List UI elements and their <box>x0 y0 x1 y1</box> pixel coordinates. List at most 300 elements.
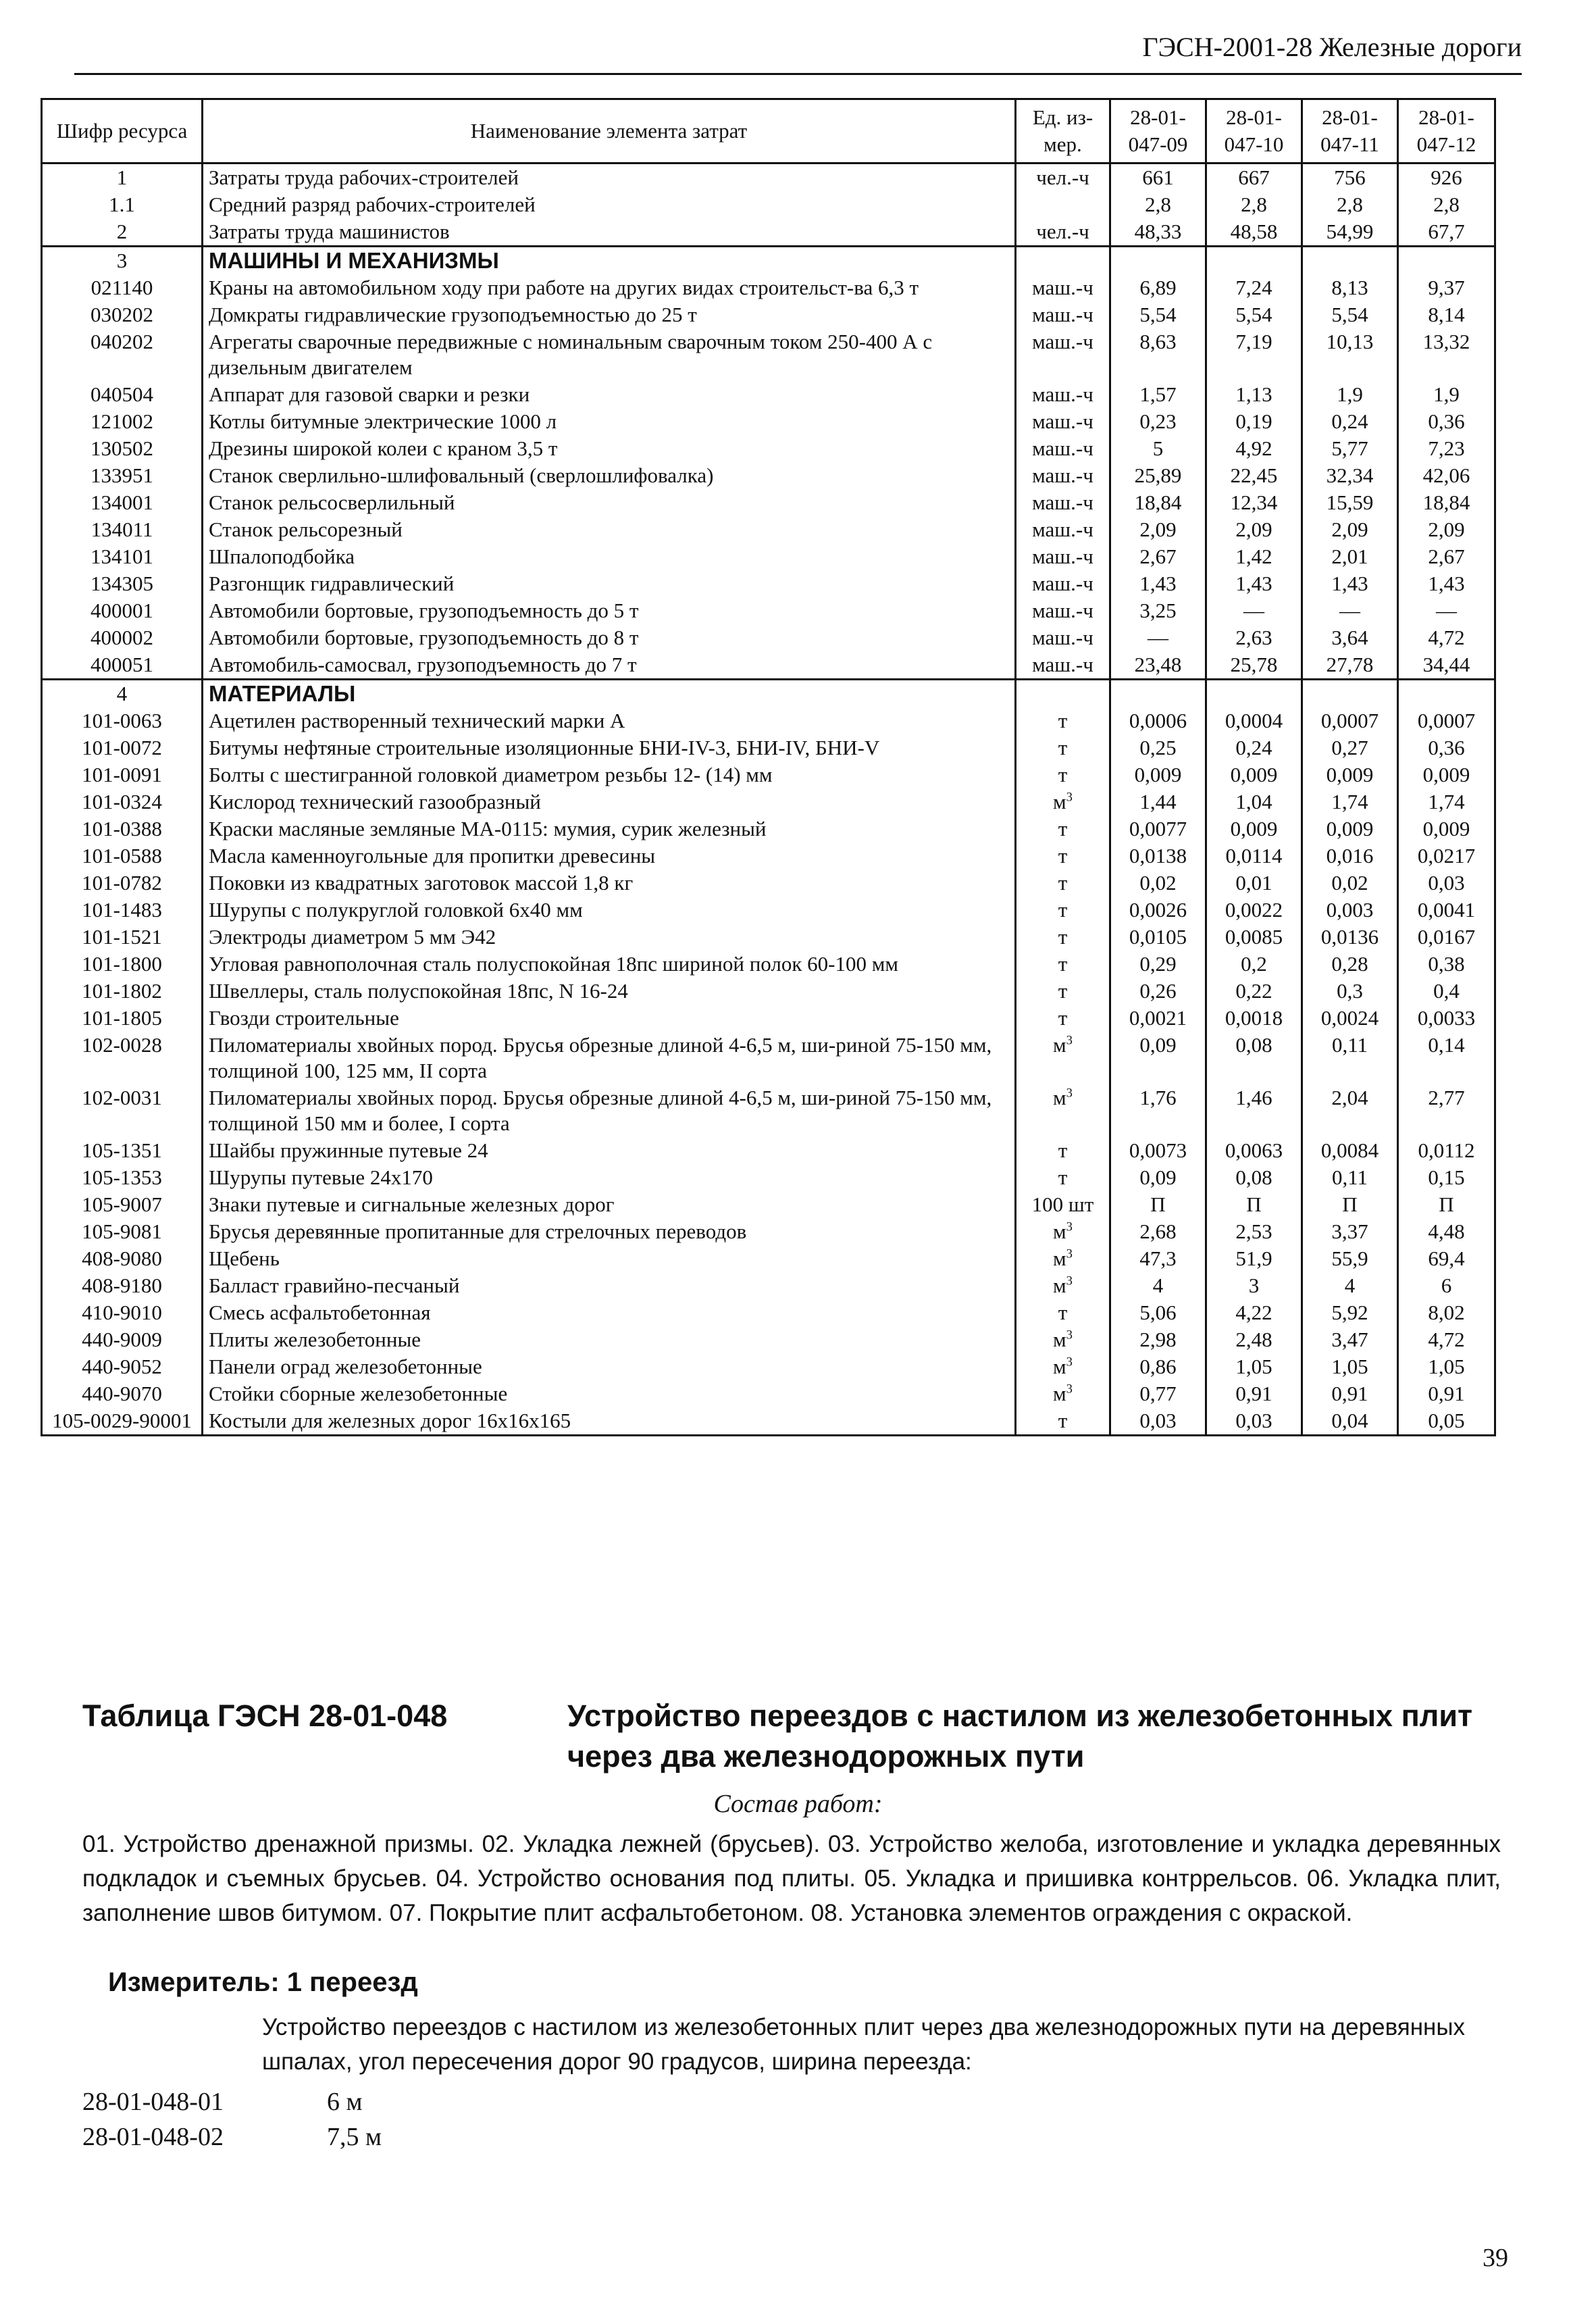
unit-label: т <box>1058 763 1068 786</box>
value-cell: 13,32 <box>1398 328 1495 381</box>
value-cell: 42,06 <box>1398 462 1495 489</box>
unit-label: маш.-ч <box>1032 572 1093 595</box>
unit-cell <box>1016 1137 1110 1164</box>
table-row <box>42 951 1495 978</box>
value-cell: 67,7 <box>1398 218 1495 247</box>
table-row <box>42 1380 1495 1407</box>
value-cell: 2,09 <box>1398 516 1495 543</box>
section-title: МАТЕРИАЛЫ <box>203 680 1016 708</box>
table-row <box>42 1272 1495 1299</box>
resource-name: Пиломатериалы хвойных пород. Брусья обрезные длиной 4-6,5 м, ши-риной 75-150 мм, толщиной 100, 125 мм, II сорта <box>203 1032 1016 1084</box>
value-cell: 1,74 <box>1398 788 1495 815</box>
value-cell: 8,63 <box>1110 328 1206 381</box>
resource-code: 1.1 <box>42 191 203 218</box>
unit-cell <box>1016 1380 1110 1407</box>
unit-cell <box>1016 897 1110 924</box>
unit-cell <box>1016 1353 1110 1380</box>
value-cell: 0,009 <box>1206 815 1302 842</box>
unit-label: маш.-ч <box>1032 626 1093 649</box>
value-cell <box>1398 680 1495 708</box>
section-row <box>42 680 1495 708</box>
value-cell: 0,0004 <box>1206 707 1302 734</box>
resource-name: Плиты железобетонные <box>203 1326 1016 1353</box>
value-cell: 0,04 <box>1302 1407 1398 1436</box>
value-cell: 0,28 <box>1302 951 1398 978</box>
section-row <box>42 247 1495 275</box>
value-cell: 0,09 <box>1110 1164 1206 1191</box>
value-cell: 4 <box>1302 1272 1398 1299</box>
value-cell <box>1302 680 1398 708</box>
unit-label: м <box>1053 1355 1066 1378</box>
resource-name: Электроды диаметром 5 мм Э42 <box>203 924 1016 951</box>
unit-cell <box>1016 815 1110 842</box>
unit-label: маш.-ч <box>1032 303 1093 326</box>
value-cell: — <box>1110 624 1206 651</box>
value-cell: П <box>1398 1191 1495 1218</box>
unit-cell <box>1016 1407 1110 1436</box>
value-cell: 55,9 <box>1302 1245 1398 1272</box>
resource-name: Дрезины широкой колеи с краном 3,5 т <box>203 435 1016 462</box>
value-cell: 34,44 <box>1398 651 1495 680</box>
resource-code: 102-0028 <box>42 1032 203 1084</box>
value-cell: 0,02 <box>1110 870 1206 897</box>
table-body <box>42 164 1495 1436</box>
value-cell: 1,43 <box>1302 570 1398 597</box>
value-cell: 5,54 <box>1302 301 1398 328</box>
table-row <box>42 1218 1495 1245</box>
resource-code: 105-1351 <box>42 1137 203 1164</box>
table-label: Таблица ГЭСН 28-01-048 <box>82 1699 448 1733</box>
value-cell: 0,0114 <box>1206 842 1302 870</box>
value-cell: 1,04 <box>1206 788 1302 815</box>
table-row <box>42 1137 1495 1164</box>
value-cell: 2,8 <box>1206 191 1302 218</box>
table-row <box>42 570 1495 597</box>
table-row <box>42 435 1495 462</box>
unit-cell <box>1016 381 1110 408</box>
composition-heading: Состав работ: <box>713 1790 883 1818</box>
value-cell: 0,77 <box>1110 1380 1206 1407</box>
value-cell: — <box>1302 597 1398 624</box>
resource-code: 400001 <box>42 597 203 624</box>
unit-label: маш.-ч <box>1032 330 1093 353</box>
value-cell: 0,0136 <box>1302 924 1398 951</box>
resource-name: Балласт гравийно-песчаный <box>203 1272 1016 1299</box>
resource-name: Кислород технический газообразный <box>203 788 1016 815</box>
unit-label: маш.-ч <box>1032 463 1093 487</box>
resource-name: Ацетилен растворенный технический марки А <box>203 707 1016 734</box>
unit-cell <box>1016 1164 1110 1191</box>
value-cell: 0,0073 <box>1110 1137 1206 1164</box>
value-cell: 0,0022 <box>1206 897 1302 924</box>
unit-cell <box>1016 489 1110 516</box>
value-cell: — <box>1398 597 1495 624</box>
table-row <box>42 489 1495 516</box>
resource-name: Станок рельсосверлильный <box>203 489 1016 516</box>
table-row <box>42 274 1495 301</box>
resource-code: 400051 <box>42 651 203 680</box>
variant-code: 28-01-048-02 <box>82 2123 224 2151</box>
value-cell: 1,9 <box>1302 381 1398 408</box>
value-cell: 7,24 <box>1206 274 1302 301</box>
resource-code: 4 <box>42 680 203 708</box>
unit-cell <box>1016 924 1110 951</box>
unit-label: чел.-ч <box>1036 166 1089 189</box>
unit-cell <box>1016 597 1110 624</box>
value-cell: 3 <box>1206 1272 1302 1299</box>
value-cell: 0,22 <box>1206 978 1302 1005</box>
unit-label: маш.-ч <box>1032 653 1093 676</box>
value-cell: 25,89 <box>1110 462 1206 489</box>
unit-exponent: 3 <box>1066 1382 1073 1397</box>
resource-code: 101-1802 <box>42 978 203 1005</box>
unit-cell <box>1016 734 1110 761</box>
value-cell: 1,05 <box>1302 1353 1398 1380</box>
value-cell: 667 <box>1206 164 1302 192</box>
value-cell: 0,91 <box>1302 1380 1398 1407</box>
resource-name: Краски масляные земляные МА-0115: мумия, сурик железный <box>203 815 1016 842</box>
unit-label: т <box>1058 1006 1068 1030</box>
table-row <box>42 328 1495 381</box>
resource-cost-table <box>41 98 1496 1436</box>
value-cell: 7,23 <box>1398 435 1495 462</box>
value-cell: 0,11 <box>1302 1032 1398 1084</box>
unit-label: м <box>1053 1033 1066 1057</box>
value-cell: 661 <box>1110 164 1206 192</box>
unit-exponent: 3 <box>1066 1247 1073 1261</box>
value-cell: 0,003 <box>1302 897 1398 924</box>
resource-code: 101-0782 <box>42 870 203 897</box>
value-cell: 4,72 <box>1398 624 1495 651</box>
variant-code: 28-01-048-01 <box>82 2088 224 2116</box>
value-cell: П <box>1110 1191 1206 1218</box>
value-cell: 0,0063 <box>1206 1137 1302 1164</box>
unit-label: м <box>1053 790 1066 813</box>
section-title: МАШИНЫ И МЕХАНИЗМЫ <box>203 247 1016 275</box>
value-cell: 2,8 <box>1302 191 1398 218</box>
resource-code: 440-9009 <box>42 1326 203 1353</box>
unit-cell <box>1016 191 1110 218</box>
value-cell: 0,08 <box>1206 1164 1302 1191</box>
value-cell: 0,0007 <box>1302 707 1398 734</box>
resource-code: 134101 <box>42 543 203 570</box>
unit-cell <box>1016 870 1110 897</box>
value-cell: 1,13 <box>1206 381 1302 408</box>
resource-code: 134305 <box>42 570 203 597</box>
table-row <box>42 978 1495 1005</box>
table-row <box>42 1299 1495 1326</box>
value-cell: 2,8 <box>1110 191 1206 218</box>
value-cell: 0,36 <box>1398 734 1495 761</box>
value-cell: 0,0138 <box>1110 842 1206 870</box>
value-cell: 2,98 <box>1110 1326 1206 1353</box>
value-cell: 0,23 <box>1110 408 1206 435</box>
table-row <box>42 761 1495 788</box>
unit-cell <box>1016 516 1110 543</box>
resource-name: Панели оград железобетонные <box>203 1353 1016 1380</box>
unit-label: т <box>1058 1409 1068 1432</box>
resource-name: Домкраты гидравлические грузоподъемностью до 25 т <box>203 301 1016 328</box>
value-cell: П <box>1302 1191 1398 1218</box>
value-cell: 1,42 <box>1206 543 1302 570</box>
value-cell: 6 <box>1398 1272 1495 1299</box>
value-cell: 51,9 <box>1206 1245 1302 1272</box>
value-cell: 0,016 <box>1302 842 1398 870</box>
value-cell: 2,09 <box>1302 516 1398 543</box>
resource-name: Смесь асфальтобетонная <box>203 1299 1016 1326</box>
resource-code: 040202 <box>42 328 203 381</box>
unit-cell <box>1016 680 1110 708</box>
value-cell: 3,25 <box>1110 597 1206 624</box>
unit-label: 100 шт <box>1031 1192 1094 1216</box>
unit-label: т <box>1058 1165 1068 1189</box>
resource-name: Шурупы путевые 24х170 <box>203 1164 1016 1191</box>
unit-cell <box>1016 1084 1110 1137</box>
table-row <box>42 516 1495 543</box>
table-row <box>42 734 1495 761</box>
resource-code: 134001 <box>42 489 203 516</box>
value-cell: 6,89 <box>1110 274 1206 301</box>
table-row <box>42 191 1495 218</box>
value-cell: 48,58 <box>1206 218 1302 247</box>
unit-exponent: 3 <box>1066 1033 1073 1048</box>
unit-label: т <box>1058 871 1068 895</box>
value-cell: 8,13 <box>1302 274 1398 301</box>
value-cell: 3,64 <box>1302 624 1398 651</box>
value-cell: 0,009 <box>1302 761 1398 788</box>
resource-code: 040504 <box>42 381 203 408</box>
unit-label: т <box>1058 1138 1068 1162</box>
header-col-4: 28-01-047-12 <box>1398 99 1495 164</box>
value-cell: 4,92 <box>1206 435 1302 462</box>
resource-code: 101-0324 <box>42 788 203 815</box>
table-row <box>42 624 1495 651</box>
unit-cell <box>1016 218 1110 247</box>
resource-name: Шпалоподбойка <box>203 543 1016 570</box>
resource-name: Гвозди строительные <box>203 1005 1016 1032</box>
table-row <box>42 707 1495 734</box>
unit-label: маш.-ч <box>1032 436 1093 460</box>
value-cell: 0,0033 <box>1398 1005 1495 1032</box>
value-cell: 4,48 <box>1398 1218 1495 1245</box>
resource-name: Угловая равнополочная сталь полуспокойная 18пс шириной полок 60-100 мм <box>203 951 1016 978</box>
table-row <box>42 897 1495 924</box>
unit-label: м <box>1053 1219 1066 1243</box>
header-code: Шифр ресурса <box>42 99 203 164</box>
value-cell: 1,43 <box>1110 570 1206 597</box>
value-cell: 0,05 <box>1398 1407 1495 1436</box>
value-cell: 5,92 <box>1302 1299 1398 1326</box>
unit-cell <box>1016 624 1110 651</box>
value-cell: 2,8 <box>1398 191 1495 218</box>
unit-cell <box>1016 301 1110 328</box>
value-cell: 5,77 <box>1302 435 1398 462</box>
resource-code: 105-9081 <box>42 1218 203 1245</box>
unit-exponent: 3 <box>1066 1219 1073 1234</box>
table-row <box>42 164 1495 192</box>
unit-exponent: 3 <box>1066 1328 1073 1342</box>
value-cell: 18,84 <box>1398 489 1495 516</box>
value-cell: 2,01 <box>1302 543 1398 570</box>
unit-cell <box>1016 1326 1110 1353</box>
table-row <box>42 1407 1495 1436</box>
value-cell: 0,0167 <box>1398 924 1495 951</box>
resource-code: 101-1800 <box>42 951 203 978</box>
resource-name: Щебень <box>203 1245 1016 1272</box>
value-cell: 1,43 <box>1398 570 1495 597</box>
unit-cell <box>1016 1272 1110 1299</box>
value-cell: 756 <box>1302 164 1398 192</box>
value-cell: 0,0018 <box>1206 1005 1302 1032</box>
table-row <box>42 462 1495 489</box>
work-description: Устройство переездов с настилом из железобетонных плит через два железнодорожных пути на деревянных шпалах, угол пересечения дорог 90 градусов, ширина переезда: <box>262 2014 1466 2075</box>
resource-name: Автомобили бортовые, грузоподъемность до 5 т <box>203 597 1016 624</box>
value-cell: 4,22 <box>1206 1299 1302 1326</box>
unit-label: м <box>1053 1274 1066 1297</box>
resource-code: 105-9007 <box>42 1191 203 1218</box>
resource-code: 101-0388 <box>42 815 203 842</box>
header-col-2: 28-01-047-10 <box>1206 99 1302 164</box>
value-cell: 5,06 <box>1110 1299 1206 1326</box>
value-cell: 0,0085 <box>1206 924 1302 951</box>
value-cell: 69,4 <box>1398 1245 1495 1272</box>
table-row <box>42 651 1495 680</box>
unit-exponent: 3 <box>1066 1274 1073 1288</box>
resource-name: Станок рельсорезный <box>203 516 1016 543</box>
unit-label: маш.-ч <box>1032 491 1093 514</box>
resource-code: 410-9010 <box>42 1299 203 1326</box>
unit-cell <box>1016 1299 1110 1326</box>
unit-cell <box>1016 1032 1110 1084</box>
resource-code: 408-9080 <box>42 1245 203 1272</box>
value-cell: 47,3 <box>1110 1245 1206 1272</box>
table-row <box>42 408 1495 435</box>
value-cell: 0,19 <box>1206 408 1302 435</box>
resource-code: 105-0029-90001 <box>42 1407 203 1436</box>
table-row <box>42 870 1495 897</box>
resource-code: 101-1521 <box>42 924 203 951</box>
value-cell: 2,67 <box>1110 543 1206 570</box>
resource-name: Стойки сборные железобетонные <box>203 1380 1016 1407</box>
page-number: 39 <box>1483 2244 1508 2272</box>
unit-label: т <box>1058 844 1068 867</box>
value-cell: 0,03 <box>1110 1407 1206 1436</box>
variant-row <box>82 2119 758 2155</box>
unit-label: маш.-ч <box>1032 545 1093 568</box>
value-cell: 2,67 <box>1398 543 1495 570</box>
resource-name: Пиломатериалы хвойных пород. Брусья обрезные длиной 4-6,5 м, ши-риной 75-150 мм, толщиной 150 мм и более, I сорта <box>203 1084 1016 1137</box>
value-cell: 0,09 <box>1110 1032 1206 1084</box>
value-cell: 5,54 <box>1110 301 1206 328</box>
table-row <box>42 1005 1495 1032</box>
value-cell: 8,14 <box>1398 301 1495 328</box>
value-cell: 0,009 <box>1110 761 1206 788</box>
value-cell: 3,47 <box>1302 1326 1398 1353</box>
value-cell: 1,76 <box>1110 1084 1206 1137</box>
variant-width: 7,5 м <box>327 2123 382 2151</box>
value-cell: 4 <box>1110 1272 1206 1299</box>
table-row <box>42 543 1495 570</box>
value-cell: 15,59 <box>1302 489 1398 516</box>
value-cell: 0,3 <box>1302 978 1398 1005</box>
value-cell: 0,009 <box>1398 815 1495 842</box>
table-row <box>42 381 1495 408</box>
table-row <box>42 1084 1495 1137</box>
value-cell: 0,0217 <box>1398 842 1495 870</box>
header-col-1: 28-01-047-09 <box>1110 99 1206 164</box>
value-cell: 0,38 <box>1398 951 1495 978</box>
table-header-row <box>42 99 1495 164</box>
value-cell: 0,009 <box>1206 761 1302 788</box>
resource-code: 101-1805 <box>42 1005 203 1032</box>
value-cell: 10,13 <box>1302 328 1398 381</box>
unit-cell <box>1016 788 1110 815</box>
unit-cell <box>1016 761 1110 788</box>
value-cell: 0,0084 <box>1302 1137 1398 1164</box>
resource-name: Поковки из квадратных заготовок массой 1,8 кг <box>203 870 1016 897</box>
unit-label: маш.-ч <box>1032 276 1093 299</box>
resource-code: 101-1483 <box>42 897 203 924</box>
value-cell <box>1110 247 1206 275</box>
unit-cell <box>1016 570 1110 597</box>
value-cell: 1,74 <box>1302 788 1398 815</box>
resource-code: 101-0091 <box>42 761 203 788</box>
resource-code: 400002 <box>42 624 203 651</box>
unit-cell <box>1016 435 1110 462</box>
unit-cell <box>1016 651 1110 680</box>
unit-cell <box>1016 1218 1110 1245</box>
value-cell <box>1302 247 1398 275</box>
value-cell: 0,01 <box>1206 870 1302 897</box>
resource-code: 408-9180 <box>42 1272 203 1299</box>
value-cell: 2,77 <box>1398 1084 1495 1137</box>
value-cell <box>1398 247 1495 275</box>
value-cell: 5 <box>1110 435 1206 462</box>
value-cell: 0,4 <box>1398 978 1495 1005</box>
resource-name: Затраты труда машинистов <box>203 218 1016 247</box>
value-cell: 2,48 <box>1206 1326 1302 1353</box>
value-cell: 25,78 <box>1206 651 1302 680</box>
unit-cell <box>1016 164 1110 192</box>
value-cell: 9,37 <box>1398 274 1495 301</box>
unit-label: чел.-ч <box>1036 220 1089 243</box>
resource-code: 2 <box>42 218 203 247</box>
resource-name: Затраты труда рабочих-строителей <box>203 164 1016 192</box>
unit-cell <box>1016 462 1110 489</box>
unit-label: т <box>1058 925 1068 949</box>
unit-label: т <box>1058 709 1068 732</box>
unit-cell <box>1016 408 1110 435</box>
unit-label: м <box>1053 1382 1066 1405</box>
unit-cell <box>1016 274 1110 301</box>
running-title: ГЭСН-2001-28 Железные дороги <box>1142 32 1522 62</box>
table-row <box>42 815 1495 842</box>
value-cell: 32,34 <box>1302 462 1398 489</box>
resource-name: Брусья деревянные пропитанные для стрелочных переводов <box>203 1218 1016 1245</box>
resource-name: Автомобили бортовые, грузоподъемность до 8 т <box>203 624 1016 651</box>
resource-name: Средний разряд рабочих-строителей <box>203 191 1016 218</box>
resource-code: 101-0588 <box>42 842 203 870</box>
unit-label: т <box>1058 736 1068 759</box>
value-cell: 0,2 <box>1206 951 1302 978</box>
unit-cell <box>1016 842 1110 870</box>
running-header <box>74 27 1522 75</box>
value-cell: 0,24 <box>1206 734 1302 761</box>
unit-label: т <box>1058 898 1068 922</box>
value-cell: 0,08 <box>1206 1032 1302 1084</box>
unit-label: маш.-ч <box>1032 382 1093 406</box>
value-cell: 0,91 <box>1398 1380 1495 1407</box>
